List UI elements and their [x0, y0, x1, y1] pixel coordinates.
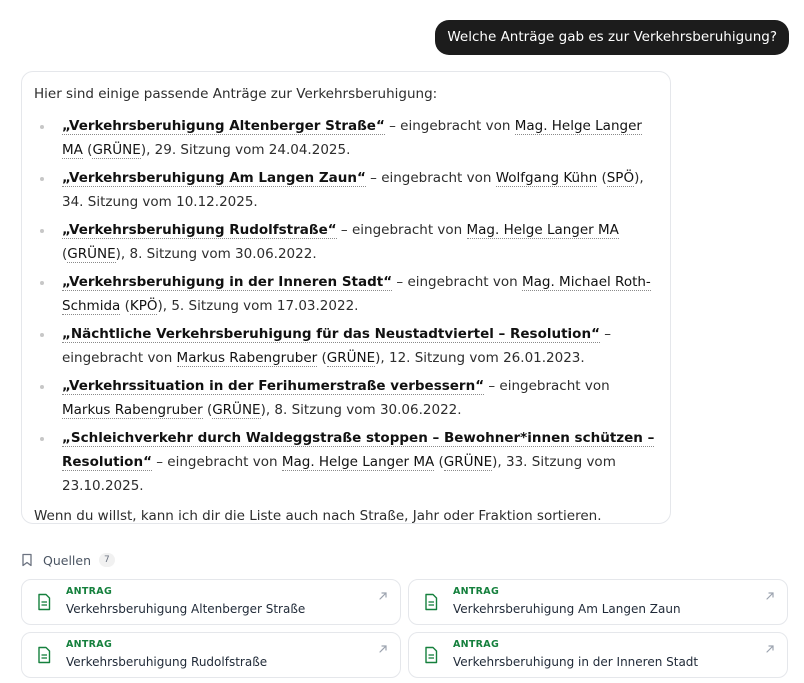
external-link-icon[interactable] — [765, 591, 775, 601]
session-text: ), 34. Sitzung vom 10.12.2025. — [62, 170, 644, 210]
faction-link[interactable]: GRÜNE — [443, 454, 493, 470]
list-item — [34, 374, 670, 422]
motion-title-link[interactable]: „Nächtliche Verkehrsberuhigung für das Neustadtviertel – Resolution“ — [62, 326, 600, 342]
source-card[interactable] — [408, 579, 788, 625]
source-card[interactable] — [21, 632, 401, 678]
by-text: – eingebracht von — [392, 274, 522, 290]
assistant-answer — [21, 71, 671, 524]
motion-title-link[interactable]: „Verkehrsberuhigung in der Inneren Stadt“ — [62, 274, 393, 290]
person-link[interactable]: Markus Rabengruber — [62, 402, 203, 418]
document-icon — [36, 646, 52, 664]
user-message-bubble — [435, 20, 789, 55]
by-text: – eingebracht von — [384, 118, 515, 134]
source-type: ANTRAG — [453, 639, 500, 650]
session-text: ), 8. Sitzung vom 30.06.2022. — [260, 402, 462, 418]
list-item — [34, 426, 670, 498]
person-link[interactable]: Mag. Michael Roth-Schmida — [62, 274, 651, 314]
list-item — [34, 270, 670, 318]
person-link[interactable]: Wolfgang Kühn — [495, 170, 598, 186]
external-link-icon[interactable] — [765, 644, 775, 654]
session-text: ), 29. Sitzung vom 24.04.2025. — [140, 142, 351, 158]
paren-text: ( — [62, 246, 68, 262]
document-icon — [36, 593, 52, 611]
external-link-icon[interactable] — [378, 644, 388, 654]
user-message-text: Welche Anträge gab es zur Verkehrsberuhigung? — [447, 29, 777, 45]
sources-header[interactable] — [21, 550, 115, 570]
source-card[interactable] — [408, 632, 788, 678]
motion-title-link[interactable]: „Verkehrsberuhigung Rudolfstraße“ — [62, 222, 337, 238]
faction-link[interactable]: GRÜNE — [92, 142, 141, 158]
sources-label: Quellen — [43, 552, 92, 568]
paren-text: ( — [317, 350, 327, 366]
list-item — [34, 166, 670, 214]
motion-list — [34, 114, 670, 498]
person-link[interactable]: Markus Rabengruber — [176, 350, 318, 366]
session-text: ), 12. Sitzung vom 26.01.2023. — [375, 350, 585, 366]
faction-link[interactable]: GRÜNE — [67, 246, 116, 262]
motion-title-link[interactable]: „Schleichverkehr durch Waldeggstraße stoppen – Bewohner*innen schützen – Resolution“ — [62, 430, 655, 470]
by-text: – eingebracht von — [336, 222, 467, 238]
list-item — [34, 114, 670, 162]
person-link[interactable]: Mag. Helge Langer MA — [62, 118, 642, 158]
faction-link[interactable]: KPÖ — [129, 298, 158, 314]
person-link[interactable]: Mag. Helge Langer MA — [466, 222, 619, 238]
faction-link[interactable]: GRÜNE — [212, 402, 261, 418]
faction-link[interactable]: GRÜNE — [326, 350, 376, 366]
document-icon — [423, 593, 439, 611]
paren-text: ( — [597, 170, 607, 186]
list-item — [34, 322, 670, 370]
session-text: ), 8. Sitzung vom 30.06.2022. — [115, 246, 317, 262]
motion-title-link[interactable]: „Verkehrsberuhigung Am Langen Zaun“ — [62, 170, 366, 186]
document-icon — [423, 646, 439, 664]
by-text: – eingebracht von — [365, 170, 496, 186]
paren-text: ( — [434, 454, 444, 470]
session-text: ), 5. Sitzung vom 17.03.2022. — [157, 298, 359, 314]
external-link-icon[interactable] — [378, 591, 388, 601]
source-type: ANTRAG — [66, 639, 113, 650]
paren-text: ( — [120, 298, 130, 314]
by-text: – eingebracht von — [484, 378, 610, 394]
motion-title-link[interactable]: „Verkehrsberuhigung Altenberger Straße“ — [62, 118, 385, 134]
bookmark-icon — [21, 553, 33, 567]
motion-title-link[interactable]: „Verkehrssituation in der Ferihumerstraße verbessern“ — [62, 378, 485, 394]
list-item — [34, 218, 670, 266]
source-title: Verkehrsberuhigung Am Langen Zaun — [453, 602, 681, 616]
source-title: Verkehrsberuhigung Rudolfstraße — [66, 655, 268, 669]
faction-link[interactable]: SPÖ — [606, 170, 635, 186]
by-text: – eingebracht von — [62, 326, 611, 366]
paren-text: ( — [202, 402, 213, 418]
by-text: – eingebracht von — [151, 454, 282, 470]
person-link[interactable]: Mag. Helge Langer MA — [281, 454, 435, 470]
source-title: Verkehrsberuhigung Altenberger Straße — [66, 602, 306, 616]
sources-count-badge: 7 — [99, 553, 115, 567]
source-type: ANTRAG — [66, 586, 113, 597]
source-card[interactable] — [21, 579, 401, 625]
paren-text: ( — [82, 142, 93, 158]
answer-intro: Hier sind einige passende Anträge zur Verkehrsberuhigung: — [34, 86, 438, 102]
answer-outro: Wenn du willst, kann ich dir die Liste auch nach Straße, Jahr oder Fraktion sortieren. — [34, 508, 602, 524]
source-title: Verkehrsberuhigung in der Inneren Stadt — [453, 655, 699, 669]
session-text: ), 33. Sitzung vom 23.10.2025. — [62, 454, 616, 494]
source-type: ANTRAG — [453, 586, 500, 597]
